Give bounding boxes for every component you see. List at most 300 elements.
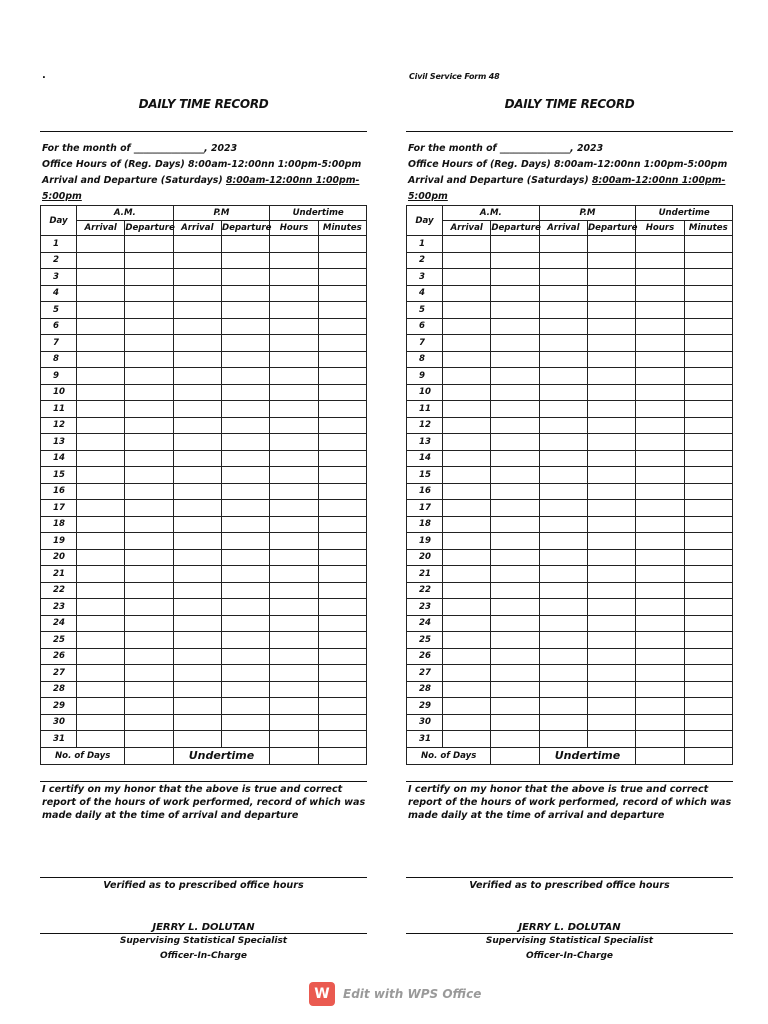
- pm-departure-cell[interactable]: [587, 500, 635, 517]
- pm-departure-cell[interactable]: [587, 549, 635, 566]
- undertime-minutes-cell[interactable]: [684, 533, 732, 550]
- undertime-minutes-cell[interactable]: [684, 467, 732, 484]
- undertime-hours-cell[interactable]: [270, 599, 318, 616]
- undertime-total-hours-cell[interactable]: [270, 747, 318, 764]
- pm-arrival-cell[interactable]: [539, 450, 587, 467]
- am-arrival-cell[interactable]: [443, 615, 491, 632]
- pm-arrival-cell[interactable]: [173, 384, 221, 401]
- pm-departure-cell[interactable]: [587, 599, 635, 616]
- am-arrival-cell[interactable]: [77, 714, 125, 731]
- am-departure-cell[interactable]: [125, 615, 173, 632]
- am-departure-cell[interactable]: [491, 483, 539, 500]
- pm-arrival-cell[interactable]: [173, 632, 221, 649]
- undertime-minutes-cell[interactable]: [318, 467, 366, 484]
- pm-arrival-cell[interactable]: [173, 467, 221, 484]
- am-arrival-cell[interactable]: [443, 434, 491, 451]
- am-arrival-cell[interactable]: [443, 582, 491, 599]
- undertime-minutes-cell[interactable]: [318, 434, 366, 451]
- undertime-hours-cell[interactable]: [270, 318, 318, 335]
- pm-departure-cell[interactable]: [221, 665, 269, 682]
- undertime-minutes-cell[interactable]: [318, 483, 366, 500]
- pm-arrival-cell[interactable]: [173, 450, 221, 467]
- undertime-hours-cell[interactable]: [270, 714, 318, 731]
- am-departure-cell[interactable]: [125, 549, 173, 566]
- pm-arrival-cell[interactable]: [539, 566, 587, 583]
- pm-departure-cell[interactable]: [587, 434, 635, 451]
- pm-arrival-cell[interactable]: [539, 665, 587, 682]
- pm-arrival-cell[interactable]: [539, 384, 587, 401]
- am-departure-cell[interactable]: [491, 285, 539, 302]
- am-departure-cell[interactable]: [125, 648, 173, 665]
- am-departure-cell[interactable]: [125, 698, 173, 715]
- pm-departure-cell[interactable]: [587, 285, 635, 302]
- pm-arrival-cell[interactable]: [173, 269, 221, 286]
- am-arrival-cell[interactable]: [443, 384, 491, 401]
- undertime-minutes-cell[interactable]: [318, 368, 366, 385]
- am-departure-cell[interactable]: [491, 335, 539, 352]
- undertime-hours-cell[interactable]: [270, 500, 318, 517]
- am-departure-cell[interactable]: [125, 335, 173, 352]
- pm-departure-cell[interactable]: [587, 236, 635, 253]
- undertime-hours-cell[interactable]: [270, 302, 318, 319]
- am-arrival-cell[interactable]: [77, 665, 125, 682]
- undertime-minutes-cell[interactable]: [318, 417, 366, 434]
- am-arrival-cell[interactable]: [77, 384, 125, 401]
- undertime-total-minutes-cell[interactable]: [318, 747, 366, 764]
- am-arrival-cell[interactable]: [77, 450, 125, 467]
- am-arrival-cell[interactable]: [77, 285, 125, 302]
- undertime-hours-cell[interactable]: [270, 434, 318, 451]
- undertime-minutes-cell[interactable]: [684, 632, 732, 649]
- undertime-minutes-cell[interactable]: [684, 335, 732, 352]
- pm-arrival-cell[interactable]: [539, 335, 587, 352]
- am-arrival-cell[interactable]: [77, 698, 125, 715]
- am-arrival-cell[interactable]: [77, 483, 125, 500]
- am-departure-cell[interactable]: [491, 252, 539, 269]
- undertime-hours-cell[interactable]: [636, 368, 684, 385]
- am-arrival-cell[interactable]: [77, 401, 125, 418]
- am-arrival-cell[interactable]: [77, 434, 125, 451]
- pm-arrival-cell[interactable]: [539, 731, 587, 748]
- undertime-minutes-cell[interactable]: [684, 714, 732, 731]
- pm-departure-cell[interactable]: [221, 516, 269, 533]
- undertime-hours-cell[interactable]: [636, 483, 684, 500]
- pm-departure-cell[interactable]: [587, 269, 635, 286]
- pm-arrival-cell[interactable]: [539, 549, 587, 566]
- undertime-hours-cell[interactable]: [270, 632, 318, 649]
- undertime-hours-cell[interactable]: [636, 533, 684, 550]
- pm-arrival-cell[interactable]: [173, 665, 221, 682]
- am-departure-cell[interactable]: [491, 500, 539, 517]
- am-departure-cell[interactable]: [125, 434, 173, 451]
- pm-arrival-cell[interactable]: [539, 351, 587, 368]
- am-departure-cell[interactable]: [491, 417, 539, 434]
- am-departure-cell[interactable]: [125, 582, 173, 599]
- am-departure-cell[interactable]: [491, 401, 539, 418]
- pm-departure-cell[interactable]: [587, 681, 635, 698]
- pm-arrival-cell[interactable]: [173, 252, 221, 269]
- undertime-hours-cell[interactable]: [270, 698, 318, 715]
- am-departure-cell[interactable]: [491, 665, 539, 682]
- pm-departure-cell[interactable]: [587, 731, 635, 748]
- am-arrival-cell[interactable]: [443, 533, 491, 550]
- undertime-minutes-cell[interactable]: [684, 681, 732, 698]
- undertime-hours-cell[interactable]: [270, 285, 318, 302]
- undertime-total-hours-cell[interactable]: [636, 747, 684, 764]
- pm-departure-cell[interactable]: [587, 582, 635, 599]
- undertime-minutes-cell[interactable]: [318, 648, 366, 665]
- undertime-minutes-cell[interactable]: [318, 615, 366, 632]
- pm-arrival-cell[interactable]: [539, 582, 587, 599]
- undertime-hours-cell[interactable]: [636, 582, 684, 599]
- am-departure-cell[interactable]: [125, 516, 173, 533]
- pm-departure-cell[interactable]: [221, 401, 269, 418]
- pm-departure-cell[interactable]: [587, 665, 635, 682]
- pm-departure-cell[interactable]: [221, 467, 269, 484]
- undertime-hours-cell[interactable]: [636, 335, 684, 352]
- am-arrival-cell[interactable]: [77, 731, 125, 748]
- undertime-hours-cell[interactable]: [270, 648, 318, 665]
- am-departure-cell[interactable]: [491, 236, 539, 253]
- pm-departure-cell[interactable]: [221, 582, 269, 599]
- pm-departure-cell[interactable]: [221, 417, 269, 434]
- undertime-hours-cell[interactable]: [636, 434, 684, 451]
- undertime-minutes-cell[interactable]: [684, 236, 732, 253]
- pm-arrival-cell[interactable]: [539, 483, 587, 500]
- undertime-hours-cell[interactable]: [270, 549, 318, 566]
- pm-arrival-cell[interactable]: [173, 401, 221, 418]
- undertime-hours-cell[interactable]: [270, 401, 318, 418]
- undertime-minutes-cell[interactable]: [318, 269, 366, 286]
- am-departure-cell[interactable]: [125, 384, 173, 401]
- undertime-hours-cell[interactable]: [270, 269, 318, 286]
- undertime-hours-cell[interactable]: [636, 516, 684, 533]
- undertime-minutes-cell[interactable]: [318, 285, 366, 302]
- pm-departure-cell[interactable]: [587, 483, 635, 500]
- am-departure-cell[interactable]: [491, 698, 539, 715]
- undertime-minutes-cell[interactable]: [684, 500, 732, 517]
- pm-departure-cell[interactable]: [221, 285, 269, 302]
- undertime-minutes-cell[interactable]: [318, 401, 366, 418]
- am-departure-cell[interactable]: [491, 714, 539, 731]
- pm-departure-cell[interactable]: [221, 252, 269, 269]
- undertime-hours-cell[interactable]: [270, 582, 318, 599]
- undertime-minutes-cell[interactable]: [318, 500, 366, 517]
- pm-departure-cell[interactable]: [587, 698, 635, 715]
- undertime-hours-cell[interactable]: [270, 516, 318, 533]
- pm-departure-cell[interactable]: [221, 698, 269, 715]
- am-arrival-cell[interactable]: [443, 368, 491, 385]
- am-arrival-cell[interactable]: [443, 632, 491, 649]
- pm-arrival-cell[interactable]: [539, 599, 587, 616]
- undertime-minutes-cell[interactable]: [684, 599, 732, 616]
- pm-arrival-cell[interactable]: [539, 632, 587, 649]
- undertime-hours-cell[interactable]: [270, 467, 318, 484]
- am-departure-cell[interactable]: [125, 632, 173, 649]
- am-arrival-cell[interactable]: [443, 566, 491, 583]
- undertime-minutes-cell[interactable]: [684, 252, 732, 269]
- am-arrival-cell[interactable]: [77, 368, 125, 385]
- undertime-hours-cell[interactable]: [270, 681, 318, 698]
- am-departure-cell[interactable]: [491, 351, 539, 368]
- am-departure-cell[interactable]: [491, 615, 539, 632]
- am-arrival-cell[interactable]: [443, 269, 491, 286]
- am-arrival-cell[interactable]: [77, 236, 125, 253]
- undertime-hours-cell[interactable]: [270, 417, 318, 434]
- pm-departure-cell[interactable]: [587, 351, 635, 368]
- am-departure-cell[interactable]: [491, 467, 539, 484]
- undertime-minutes-cell[interactable]: [318, 665, 366, 682]
- am-departure-cell[interactable]: [491, 681, 539, 698]
- am-arrival-cell[interactable]: [443, 285, 491, 302]
- pm-departure-cell[interactable]: [587, 566, 635, 583]
- am-departure-cell[interactable]: [491, 731, 539, 748]
- am-departure-cell[interactable]: [125, 269, 173, 286]
- undertime-minutes-cell[interactable]: [684, 351, 732, 368]
- am-arrival-cell[interactable]: [77, 549, 125, 566]
- pm-departure-cell[interactable]: [587, 417, 635, 434]
- am-departure-cell[interactable]: [491, 599, 539, 616]
- pm-arrival-cell[interactable]: [173, 698, 221, 715]
- am-departure-cell[interactable]: [125, 665, 173, 682]
- am-arrival-cell[interactable]: [443, 351, 491, 368]
- am-departure-cell[interactable]: [491, 269, 539, 286]
- am-departure-cell[interactable]: [491, 318, 539, 335]
- pm-departure-cell[interactable]: [587, 302, 635, 319]
- undertime-hours-cell[interactable]: [270, 533, 318, 550]
- pm-arrival-cell[interactable]: [173, 615, 221, 632]
- undertime-hours-cell[interactable]: [636, 269, 684, 286]
- pm-departure-cell[interactable]: [587, 467, 635, 484]
- pm-arrival-cell[interactable]: [539, 533, 587, 550]
- undertime-hours-cell[interactable]: [636, 698, 684, 715]
- pm-arrival-cell[interactable]: [539, 236, 587, 253]
- undertime-minutes-cell[interactable]: [318, 450, 366, 467]
- pm-departure-cell[interactable]: [587, 450, 635, 467]
- undertime-minutes-cell[interactable]: [318, 549, 366, 566]
- am-departure-cell[interactable]: [491, 516, 539, 533]
- pm-departure-cell[interactable]: [587, 368, 635, 385]
- am-arrival-cell[interactable]: [443, 236, 491, 253]
- undertime-total-minutes-cell[interactable]: [684, 747, 732, 764]
- pm-arrival-cell[interactable]: [539, 401, 587, 418]
- am-arrival-cell[interactable]: [443, 450, 491, 467]
- am-departure-cell[interactable]: [125, 731, 173, 748]
- undertime-minutes-cell[interactable]: [684, 285, 732, 302]
- am-departure-cell[interactable]: [125, 533, 173, 550]
- undertime-minutes-cell[interactable]: [318, 698, 366, 715]
- pm-departure-cell[interactable]: [587, 533, 635, 550]
- pm-departure-cell[interactable]: [221, 483, 269, 500]
- am-departure-cell[interactable]: [491, 632, 539, 649]
- undertime-minutes-cell[interactable]: [318, 731, 366, 748]
- undertime-hours-cell[interactable]: [270, 384, 318, 401]
- am-departure-cell[interactable]: [491, 434, 539, 451]
- undertime-minutes-cell[interactable]: [684, 731, 732, 748]
- undertime-hours-cell[interactable]: [636, 467, 684, 484]
- undertime-minutes-cell[interactable]: [318, 351, 366, 368]
- am-arrival-cell[interactable]: [443, 318, 491, 335]
- am-arrival-cell[interactable]: [443, 417, 491, 434]
- undertime-hours-cell[interactable]: [636, 285, 684, 302]
- undertime-hours-cell[interactable]: [636, 318, 684, 335]
- pm-arrival-cell[interactable]: [173, 417, 221, 434]
- no-of-days-cell[interactable]: [125, 747, 173, 764]
- pm-arrival-cell[interactable]: [173, 335, 221, 352]
- am-arrival-cell[interactable]: [443, 500, 491, 517]
- pm-departure-cell[interactable]: [221, 714, 269, 731]
- am-departure-cell[interactable]: [125, 252, 173, 269]
- pm-departure-cell[interactable]: [587, 615, 635, 632]
- pm-arrival-cell[interactable]: [173, 285, 221, 302]
- undertime-minutes-cell[interactable]: [318, 384, 366, 401]
- am-departure-cell[interactable]: [125, 351, 173, 368]
- pm-arrival-cell[interactable]: [539, 714, 587, 731]
- pm-departure-cell[interactable]: [587, 516, 635, 533]
- am-departure-cell[interactable]: [125, 483, 173, 500]
- am-departure-cell[interactable]: [491, 384, 539, 401]
- pm-departure-cell[interactable]: [221, 335, 269, 352]
- am-arrival-cell[interactable]: [443, 665, 491, 682]
- undertime-hours-cell[interactable]: [636, 500, 684, 517]
- pm-departure-cell[interactable]: [221, 615, 269, 632]
- pm-departure-cell[interactable]: [221, 549, 269, 566]
- am-arrival-cell[interactable]: [77, 615, 125, 632]
- pm-departure-cell[interactable]: [221, 450, 269, 467]
- undertime-minutes-cell[interactable]: [684, 384, 732, 401]
- undertime-hours-cell[interactable]: [636, 401, 684, 418]
- undertime-minutes-cell[interactable]: [318, 566, 366, 583]
- pm-departure-cell[interactable]: [221, 599, 269, 616]
- pm-arrival-cell[interactable]: [173, 483, 221, 500]
- undertime-minutes-cell[interactable]: [684, 318, 732, 335]
- undertime-minutes-cell[interactable]: [684, 401, 732, 418]
- undertime-hours-cell[interactable]: [270, 450, 318, 467]
- am-departure-cell[interactable]: [125, 368, 173, 385]
- pm-departure-cell[interactable]: [587, 632, 635, 649]
- undertime-hours-cell[interactable]: [636, 417, 684, 434]
- pm-arrival-cell[interactable]: [173, 549, 221, 566]
- undertime-hours-cell[interactable]: [636, 714, 684, 731]
- undertime-hours-cell[interactable]: [636, 681, 684, 698]
- am-arrival-cell[interactable]: [443, 648, 491, 665]
- am-departure-cell[interactable]: [491, 368, 539, 385]
- pm-arrival-cell[interactable]: [173, 714, 221, 731]
- am-departure-cell[interactable]: [125, 500, 173, 517]
- pm-departure-cell[interactable]: [587, 714, 635, 731]
- undertime-hours-cell[interactable]: [270, 615, 318, 632]
- undertime-minutes-cell[interactable]: [318, 252, 366, 269]
- undertime-minutes-cell[interactable]: [684, 549, 732, 566]
- am-arrival-cell[interactable]: [77, 681, 125, 698]
- pm-departure-cell[interactable]: [587, 252, 635, 269]
- am-arrival-cell[interactable]: [77, 269, 125, 286]
- undertime-hours-cell[interactable]: [636, 599, 684, 616]
- pm-departure-cell[interactable]: [221, 500, 269, 517]
- undertime-hours-cell[interactable]: [636, 384, 684, 401]
- pm-departure-cell[interactable]: [221, 236, 269, 253]
- undertime-minutes-cell[interactable]: [684, 582, 732, 599]
- pm-arrival-cell[interactable]: [173, 302, 221, 319]
- pm-arrival-cell[interactable]: [539, 269, 587, 286]
- pm-arrival-cell[interactable]: [173, 582, 221, 599]
- am-departure-cell[interactable]: [125, 714, 173, 731]
- undertime-minutes-cell[interactable]: [318, 681, 366, 698]
- pm-departure-cell[interactable]: [587, 401, 635, 418]
- pm-arrival-cell[interactable]: [173, 236, 221, 253]
- am-arrival-cell[interactable]: [443, 731, 491, 748]
- am-arrival-cell[interactable]: [443, 467, 491, 484]
- am-departure-cell[interactable]: [491, 648, 539, 665]
- undertime-hours-cell[interactable]: [636, 236, 684, 253]
- pm-arrival-cell[interactable]: [173, 318, 221, 335]
- am-departure-cell[interactable]: [491, 302, 539, 319]
- am-arrival-cell[interactable]: [77, 252, 125, 269]
- pm-arrival-cell[interactable]: [539, 681, 587, 698]
- pm-arrival-cell[interactable]: [539, 434, 587, 451]
- am-departure-cell[interactable]: [125, 285, 173, 302]
- am-departure-cell[interactable]: [125, 681, 173, 698]
- am-departure-cell[interactable]: [125, 318, 173, 335]
- am-arrival-cell[interactable]: [443, 516, 491, 533]
- am-arrival-cell[interactable]: [77, 467, 125, 484]
- am-arrival-cell[interactable]: [77, 302, 125, 319]
- am-departure-cell[interactable]: [491, 533, 539, 550]
- pm-departure-cell[interactable]: [587, 335, 635, 352]
- pm-arrival-cell[interactable]: [173, 566, 221, 583]
- pm-arrival-cell[interactable]: [539, 318, 587, 335]
- am-departure-cell[interactable]: [491, 566, 539, 583]
- pm-departure-cell[interactable]: [587, 648, 635, 665]
- pm-departure-cell[interactable]: [221, 648, 269, 665]
- pm-arrival-cell[interactable]: [173, 351, 221, 368]
- pm-departure-cell[interactable]: [221, 434, 269, 451]
- am-arrival-cell[interactable]: [77, 318, 125, 335]
- am-departure-cell[interactable]: [125, 467, 173, 484]
- wps-watermark[interactable]: [309, 982, 481, 1006]
- undertime-minutes-cell[interactable]: [684, 269, 732, 286]
- pm-arrival-cell[interactable]: [173, 681, 221, 698]
- pm-arrival-cell[interactable]: [173, 500, 221, 517]
- am-arrival-cell[interactable]: [443, 335, 491, 352]
- no-of-days-cell[interactable]: [491, 747, 539, 764]
- undertime-minutes-cell[interactable]: [684, 615, 732, 632]
- undertime-minutes-cell[interactable]: [684, 516, 732, 533]
- am-departure-cell[interactable]: [125, 566, 173, 583]
- am-arrival-cell[interactable]: [443, 549, 491, 566]
- pm-arrival-cell[interactable]: [539, 698, 587, 715]
- pm-departure-cell[interactable]: [221, 566, 269, 583]
- undertime-minutes-cell[interactable]: [684, 302, 732, 319]
- am-arrival-cell[interactable]: [77, 599, 125, 616]
- pm-arrival-cell[interactable]: [173, 434, 221, 451]
- pm-arrival-cell[interactable]: [539, 467, 587, 484]
- am-arrival-cell[interactable]: [77, 582, 125, 599]
- pm-arrival-cell[interactable]: [539, 302, 587, 319]
- pm-departure-cell[interactable]: [221, 731, 269, 748]
- am-departure-cell[interactable]: [491, 582, 539, 599]
- am-arrival-cell[interactable]: [77, 351, 125, 368]
- am-departure-cell[interactable]: [125, 302, 173, 319]
- undertime-hours-cell[interactable]: [636, 252, 684, 269]
- pm-departure-cell[interactable]: [221, 384, 269, 401]
- pm-departure-cell[interactable]: [221, 632, 269, 649]
- pm-arrival-cell[interactable]: [539, 285, 587, 302]
- undertime-hours-cell[interactable]: [636, 566, 684, 583]
- undertime-minutes-cell[interactable]: [684, 665, 732, 682]
- pm-arrival-cell[interactable]: [539, 615, 587, 632]
- undertime-minutes-cell[interactable]: [318, 236, 366, 253]
